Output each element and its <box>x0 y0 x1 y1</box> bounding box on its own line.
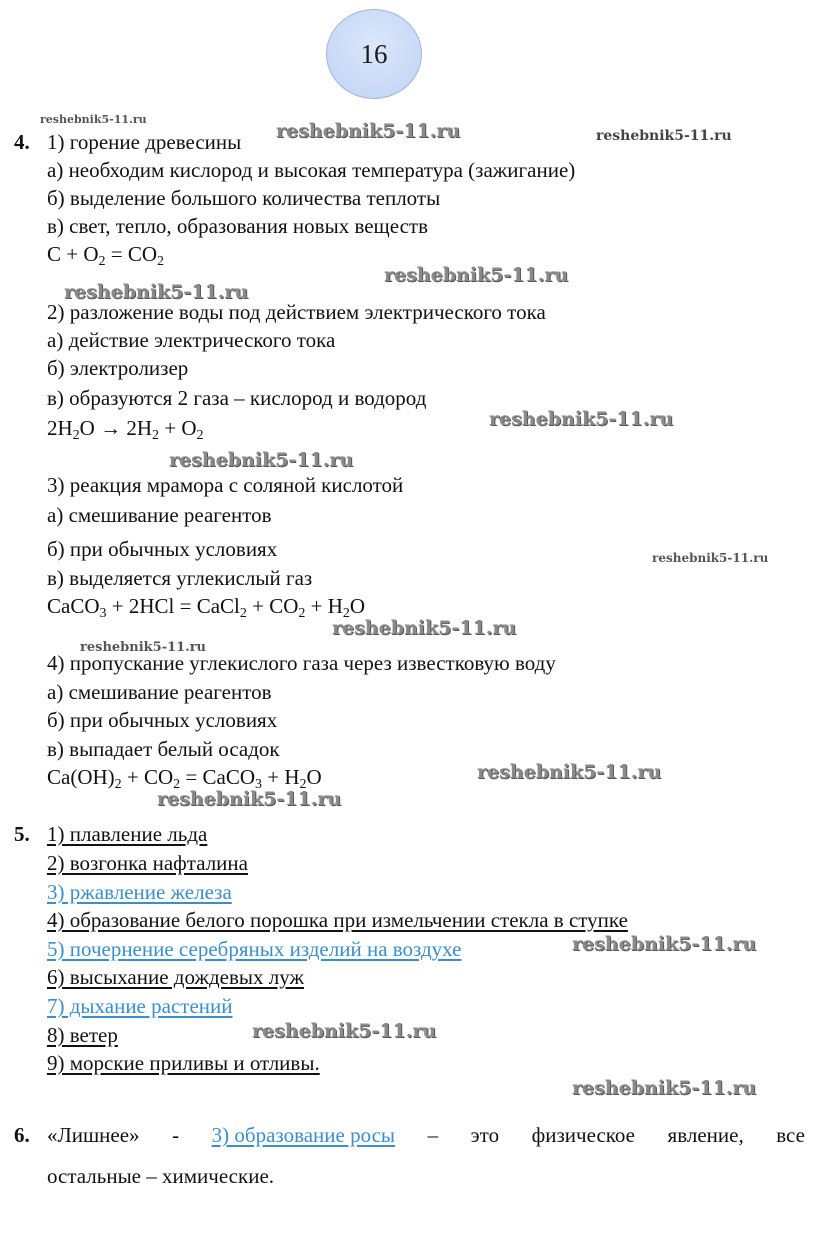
watermark: reshebnik5-11.ru <box>572 933 757 955</box>
phenomenon-item-2: 2) возгонка нафталина <box>47 851 248 875</box>
phenomenon-item-1: 1) плавление льда <box>47 822 208 846</box>
phenomenon-item-9: 9) морские приливы и отливы. <box>47 1051 320 1075</box>
task6-word: это <box>470 1123 500 1147</box>
task4-line-7: а) действие электрического тока <box>47 328 336 352</box>
task6-paragraph <box>47 1123 805 1189</box>
watermark: reshebnik5-11.ru <box>80 640 207 655</box>
watermark: reshebnik5-11.ru <box>332 617 517 639</box>
task4-line-13: б) при обычных условиях <box>47 537 278 561</box>
watermark: reshebnik5-11.ru <box>596 128 732 144</box>
watermark: reshebnik5-11.ru <box>652 551 769 565</box>
watermark: reshebnik5-11.ru <box>572 1077 757 1099</box>
watermark: reshebnik5-11.ru <box>40 113 147 126</box>
watermark: reshebnik5-11.ru <box>252 1020 437 1042</box>
task6-word: все <box>776 1123 805 1147</box>
task4-line-11: 3) реакция мрамора с соляной кислотой <box>47 473 404 497</box>
task4-line-3: б) выделение большого количества теплоты <box>47 186 441 210</box>
page-number: 16 <box>360 38 388 69</box>
task-5-number: 5. <box>14 822 30 846</box>
task-4-number: 4. <box>14 130 30 154</box>
task-6-number: 6. <box>14 1123 30 1147</box>
watermark: reshebnik5-11.ru <box>477 761 662 783</box>
task4-line-8: б) электролизер <box>47 356 189 380</box>
task4-line-1: 1) горение древесины <box>47 130 242 154</box>
watermark: reshebnik5-11.ru <box>276 120 461 142</box>
task4-line-12: а) смешивание реагентов <box>47 503 272 527</box>
watermark: reshebnik5-11.ru <box>384 264 569 286</box>
task4-line-14: в) выделяется углекислый газ <box>47 566 313 590</box>
equation-marble: СаСО$_3$ + 2HCl = CaCl$_2$ + $CO_2 + H_2O$ <box>47 594 366 621</box>
task6-word: «Лишнее» <box>47 1123 140 1147</box>
phenomenon-item-4: 4) образование белого порошка при измельчении стекла в ступке <box>47 908 628 932</box>
watermark: reshebnik5-11.ru <box>169 449 354 471</box>
watermark: reshebnik5-11.ru <box>489 408 674 430</box>
task4-line-19: в) выпадает белый осадок <box>47 737 280 761</box>
watermark: reshebnik5-11.ru <box>157 788 342 810</box>
phenomenon-item-3[interactable]: 3) ржавление железа <box>47 880 232 904</box>
phenomenon-item-6: 6) высыхание дождевых луж <box>47 965 304 989</box>
task6-line-2: остальные – химические. <box>47 1164 275 1188</box>
equation-limewater: $Ca(OH)_2 + CO_2$ = CaCO$_3$ + $H_2O$ <box>47 765 322 792</box>
task6-word: физическое <box>531 1123 635 1147</box>
equation-electrolysis: $2Н_2О \to 2Н_2 + О_2$ <box>47 416 204 443</box>
equation-combustion: $С + О_2 = СО_2$ <box>47 242 165 269</box>
phenomenon-item-7[interactable]: 7) дыхание растений <box>47 994 233 1018</box>
task6-word: – <box>427 1123 439 1147</box>
task4-line-4: в) свет, тепло, образования новых веществ <box>47 214 428 238</box>
watermark: reshebnik5-11.ru <box>64 281 249 303</box>
task4-line-6: 2) разложение воды под действием электрического тока <box>47 300 546 324</box>
phenomenon-item-5[interactable]: 5) почернение серебряных изделий на воздухе <box>47 937 462 961</box>
task4-line-9: в) образуются 2 газа – кислород и водород <box>47 386 427 410</box>
answer-link[interactable]: 3) образование росы <box>211 1123 396 1147</box>
task6-word: - <box>172 1123 180 1147</box>
task6-word: явление, <box>667 1123 744 1147</box>
phenomenon-item-8: 8) ветер <box>47 1023 118 1047</box>
task4-line-2: а) необходим кислород и высокая температура (зажигание) <box>47 158 576 182</box>
task4-line-16: 4) пропускание углекислого газа через известковую воду <box>47 651 556 675</box>
page-number-badge <box>326 9 422 99</box>
task4-line-17: а) смешивание реагентов <box>47 680 272 704</box>
task4-line-18: б) при обычных условиях <box>47 708 278 732</box>
task6-line-1 <box>47 1123 805 1148</box>
